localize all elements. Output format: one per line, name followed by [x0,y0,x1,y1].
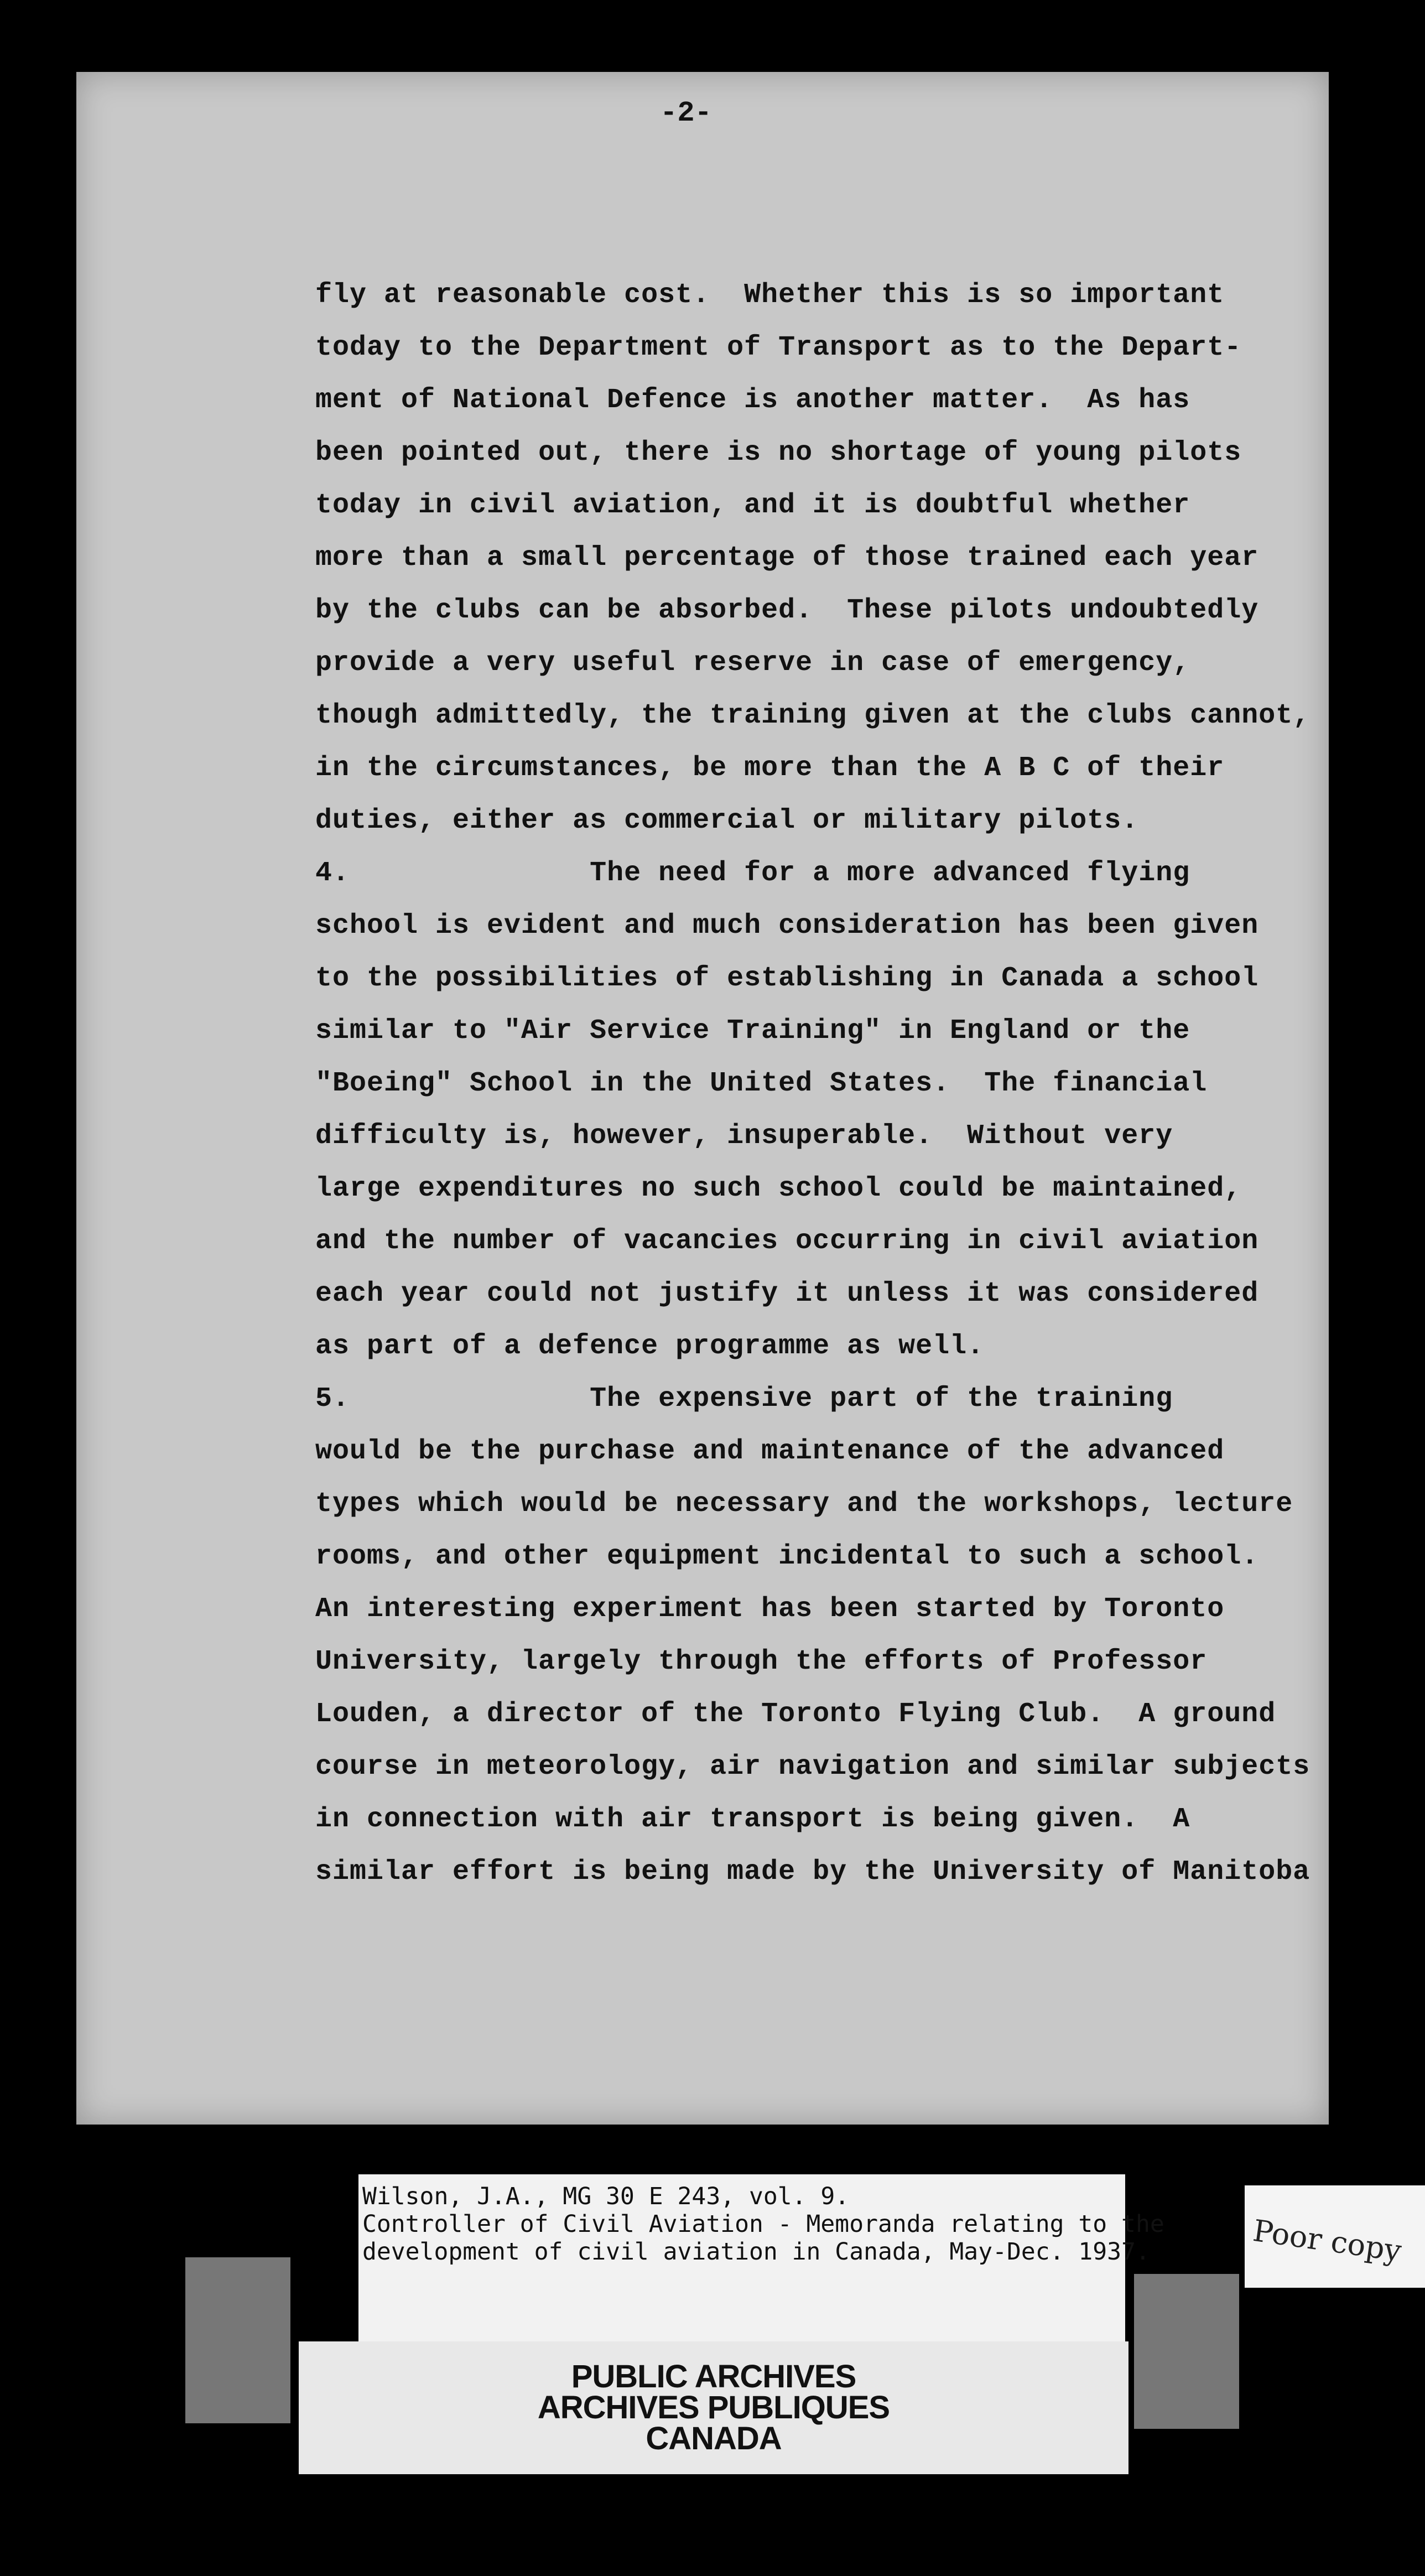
body-line: though admittedly, the training given at the clubs cannot, [315,700,1310,731]
body-line: course in meteorology, air navigation and similar subjects [315,1751,1310,1783]
paragraph-4-start: 4. The need for a more advanced flying [315,858,1190,889]
body-line: University, largely through the efforts of Professor [315,1646,1208,1677]
body-line: Louden, a director of the Toronto Flying Club. A ground [315,1699,1276,1730]
binder-clip-right [1134,2274,1239,2429]
binder-clip-left [185,2257,290,2423]
body-line: would be the purchase and maintenance of the advanced [315,1436,1225,1467]
body-line: similar to "Air Service Training" in England or the [315,1015,1190,1047]
body-line: in the circumstances, be more than the A B C of their [315,752,1225,784]
stamp-line: ARCHIVES PUBLIQUES [537,2390,890,2426]
body-line: and the number of vacancies occurring in civil aviation [315,1225,1259,1257]
stamp-line: PUBLIC ARCHIVES [571,2359,856,2395]
body-line: by the clubs can be absorbed. These pilots undoubtedly [315,595,1259,626]
body-line: similar effort is being made by the University of Manitoba [315,1856,1310,1888]
archive-label-line: Wilson, J.A., MG 30 E 243, vol. 9. [362,2183,850,2210]
body-line: today to the Department of Transport as to the Depart- [315,332,1242,363]
body-line: as part of a defence programme as well. [315,1331,985,1362]
body-line: large expenditures no such school could be maintained, [315,1173,1242,1204]
poor-copy-note [1245,2185,1425,2288]
paragraph-5-start: 5. The expensive part of the training [315,1383,1173,1415]
body-line: rooms, and other equipment incidental to such a school. [315,1541,1259,1572]
poor-copy-text: Poor copy [1251,2213,1404,2268]
body-line: types which would be necessary and the workshops, lecture [315,1488,1293,1520]
body-line: more than a small percentage of those trained each year [315,542,1259,574]
archive-label-line: Controller of Civil Aviation - Memoranda relating to the [362,2210,1164,2238]
body-line: ment of National Defence is another matter. As has [315,385,1190,416]
page-number: -2- [660,97,712,129]
body-line: duties, either as commercial or military pilots. [315,805,1139,837]
body-line: each year could not justify it unless it was considered [315,1278,1259,1310]
stamp-line: CANADA [646,2421,782,2456]
body-line: in connection with air transport is being given. A [315,1804,1190,1835]
body-line: fly at reasonable cost. Whether this is so important [315,279,1225,311]
archive-label-line: development of civil aviation in Canada, May-Dec. 1937. [362,2238,1150,2266]
body-line: school is evident and much consideration has been given [315,910,1259,942]
body-line: An interesting experiment has been started by Toronto [315,1593,1225,1625]
body-line: difficulty is, however, insuperable. Without very [315,1120,1173,1152]
body-line: "Boeing" School in the United States. The financial [315,1068,1208,1099]
body-line: today in civil aviation, and it is doubtful whether [315,490,1190,521]
body-line: provide a very useful reserve in case of emergency, [315,647,1190,679]
body-line: been pointed out, there is no shortage of young pilots [315,437,1242,469]
body-line: to the possibilities of establishing in Canada a school [315,963,1259,994]
